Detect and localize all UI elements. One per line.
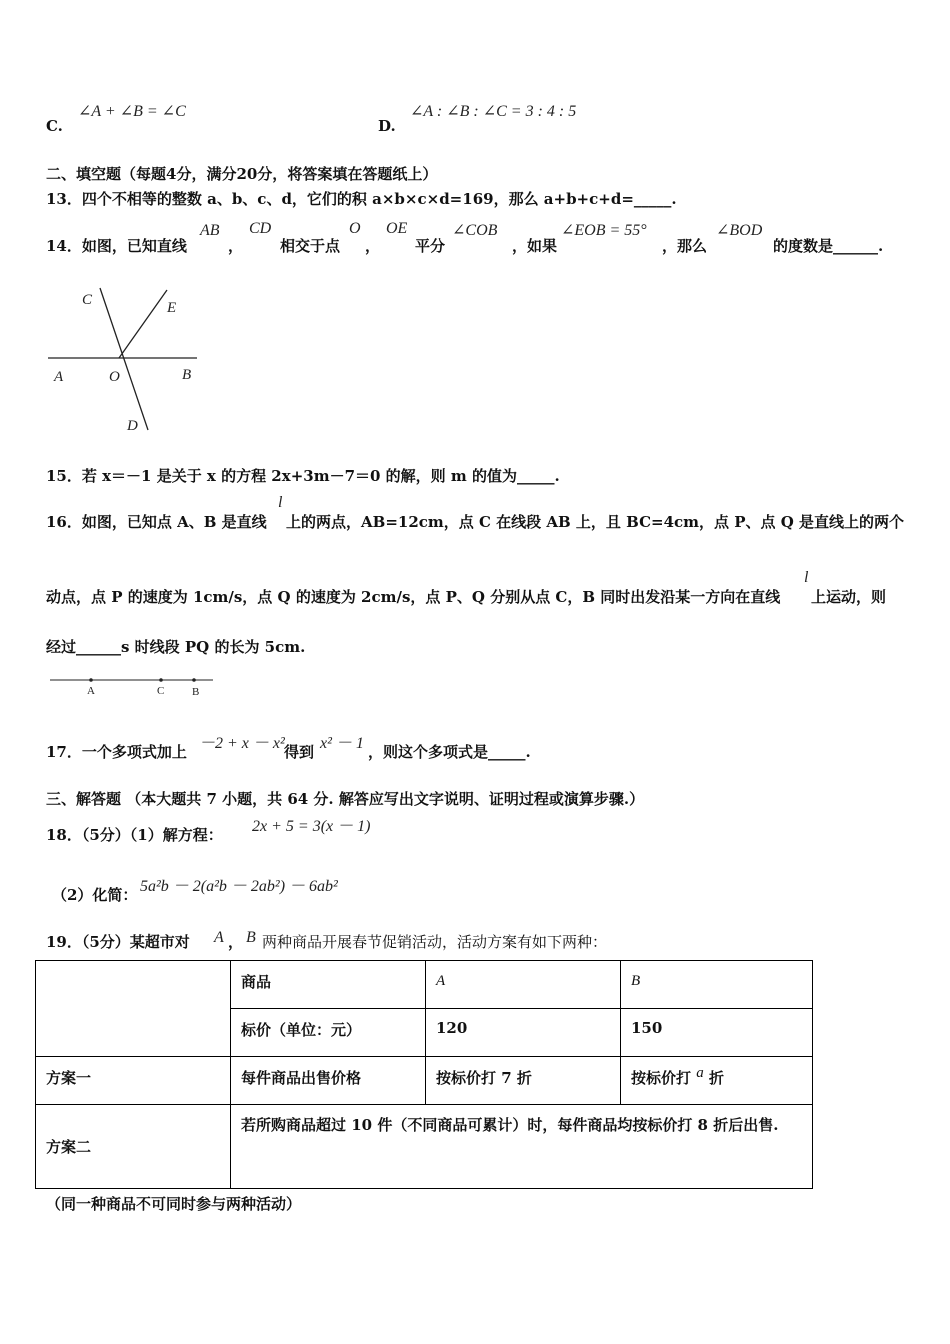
plan-1-label: 方案一: [36, 1057, 231, 1105]
q14-line-ab: AB: [200, 222, 220, 239]
q16-line2-b: 上运动，则: [811, 588, 887, 606]
table-header-a: [426, 961, 621, 1009]
q14-comma-2: ，: [365, 237, 381, 255]
option-d-label: D.: [378, 117, 396, 135]
price-label: 标价（单位：元）: [231, 1009, 426, 1057]
figure-label-d: D: [127, 418, 138, 434]
q14-angle-cob: ∠COB: [452, 222, 498, 239]
label-b: B: [192, 686, 200, 698]
q16-line1-a: 16．如图，已知点 A、B 是直线: [46, 513, 267, 531]
plan-1-b: [621, 1057, 813, 1105]
q18-part-2-label: （2）化简：: [52, 886, 138, 904]
q17-text-3: ，则这个多项式是_____.: [368, 743, 531, 761]
q14-point-o: O: [349, 220, 361, 237]
section-heading-solve: 三、解答题 （本大题共 7 小题，共 64 分. 解答应写出文字说明、证明过程或演算步骤.）: [46, 790, 645, 808]
point-c: [159, 678, 163, 682]
q16-line1-b: 上的两点，AB=12cm，点 C 在线段 AB 上，且 BC=4cm，点 P、点 Q 是直线上的两个: [286, 513, 905, 531]
plan-2-label: 方案二: [36, 1105, 231, 1189]
q14-text-2: 相交于点: [280, 237, 341, 255]
price-b: 150: [621, 1009, 813, 1057]
q14-figure: [45, 280, 205, 440]
figure-label-e: E: [167, 300, 177, 316]
q18-part-1-label: 18．（5分）（1）解方程：: [46, 826, 223, 844]
table-header-b: [621, 961, 813, 1009]
q14-line-cd: CD: [249, 220, 272, 237]
label-a: A: [87, 685, 95, 697]
q19-product-b: B: [246, 929, 256, 946]
q14-text-6: 的度数是______.: [773, 237, 884, 255]
point-b: [192, 678, 196, 682]
q16-line-l-1: l: [278, 494, 283, 511]
plan-1-b-suffix: 折: [708, 1069, 724, 1087]
q14-text-3: 平分: [415, 237, 446, 255]
q19-comma: ，: [228, 933, 244, 951]
q16-line2-a: 动点，点 P 的速度为 1cm/s，点 Q 的速度为 2cm/s，点 P、Q 分别从点 C，B 同时出发沿某一方向在直线: [46, 588, 781, 606]
q14-angle-bod: ∠BOD: [716, 222, 763, 239]
q18-simplify-expression: 5a²b － 2(a²b － 2ab²) － 6ab²: [140, 878, 338, 895]
q14-text-4: ，如果: [512, 237, 558, 255]
price-a: 120: [426, 1009, 621, 1057]
promotion-table: [35, 960, 813, 1189]
table-header-goods: 商品: [231, 961, 426, 1009]
line-cd: [100, 288, 148, 430]
option-d-expression: ∠A : ∠B : ∠C = 3 : 4 : 5: [410, 103, 577, 120]
q14-text-5: ，那么: [662, 237, 708, 255]
question-15: 15．若 x＝－1 是关于 x 的方程 2x+3m－7＝0 的解，则 m 的值为_____.: [46, 467, 560, 485]
table-cell-empty: [36, 961, 231, 1057]
figure-label-o: O: [109, 369, 120, 385]
q17-expression-1: －2 + x － x²: [199, 735, 285, 752]
q16-figure: [48, 672, 218, 702]
label-c: C: [157, 685, 165, 697]
plan-2-description: 若所购商品超过 10 件（不同商品可累计）时，每件商品均按标价打 8 折后出售.: [231, 1105, 813, 1189]
q14-comma-1: ，: [228, 237, 244, 255]
q14-angle-eob: ∠EOB = 55°: [561, 222, 647, 239]
figure-label-b: B: [182, 367, 192, 383]
plan-1-b-prefix: 按标价打: [631, 1069, 692, 1087]
plan-1-b-variable: a: [696, 1065, 704, 1081]
point-a: [89, 678, 93, 682]
q14-text-1: 14．如图，已知直线: [46, 237, 187, 255]
q17-text-1: 17．一个多项式加上: [46, 743, 187, 761]
q16-line-l-2: l: [804, 569, 809, 586]
option-c-label: C.: [46, 117, 63, 135]
q19-text-2: 两种商品开展春节促销活动，活动方案有如下两种：: [262, 933, 608, 951]
question-13: 13．四个不相等的整数 a、b、c、d，它们的积 a×b×c×d=169，那么 a+b+c+d=_____.: [46, 190, 677, 208]
table-row: [36, 961, 813, 1009]
product-a: A: [436, 973, 446, 989]
q19-product-a: A: [214, 929, 224, 946]
figure-label-a: A: [54, 369, 64, 385]
q16-line3: 经过______s 时线段 PQ 的长为 5cm.: [46, 638, 306, 656]
plan-1-a: 按标价打 7 折: [426, 1057, 621, 1105]
q14-ray-oe: OE: [386, 220, 408, 237]
product-b: B: [631, 973, 641, 989]
q17-text-2: 得到: [284, 743, 315, 761]
table-row: [36, 1057, 813, 1105]
table-row: [36, 1105, 813, 1189]
figure-label-c: C: [82, 292, 93, 308]
q19-note: （同一种商品不可同时参与两种活动）: [46, 1195, 302, 1213]
plan-1-description: 每件商品出售价格: [231, 1057, 426, 1105]
ray-oe: [119, 290, 167, 358]
q17-expression-2: x² － 1: [320, 735, 364, 752]
q19-text-1: 19．（5分）某超市对: [46, 933, 190, 951]
section-heading-fill-in: 二、填空题（每题4分，满分20分，将答案填在答题纸上）: [46, 165, 438, 183]
q18-equation: 2x + 5 = 3(x － 1): [252, 818, 371, 835]
option-c-expression: ∠A + ∠B = ∠C: [78, 103, 186, 120]
